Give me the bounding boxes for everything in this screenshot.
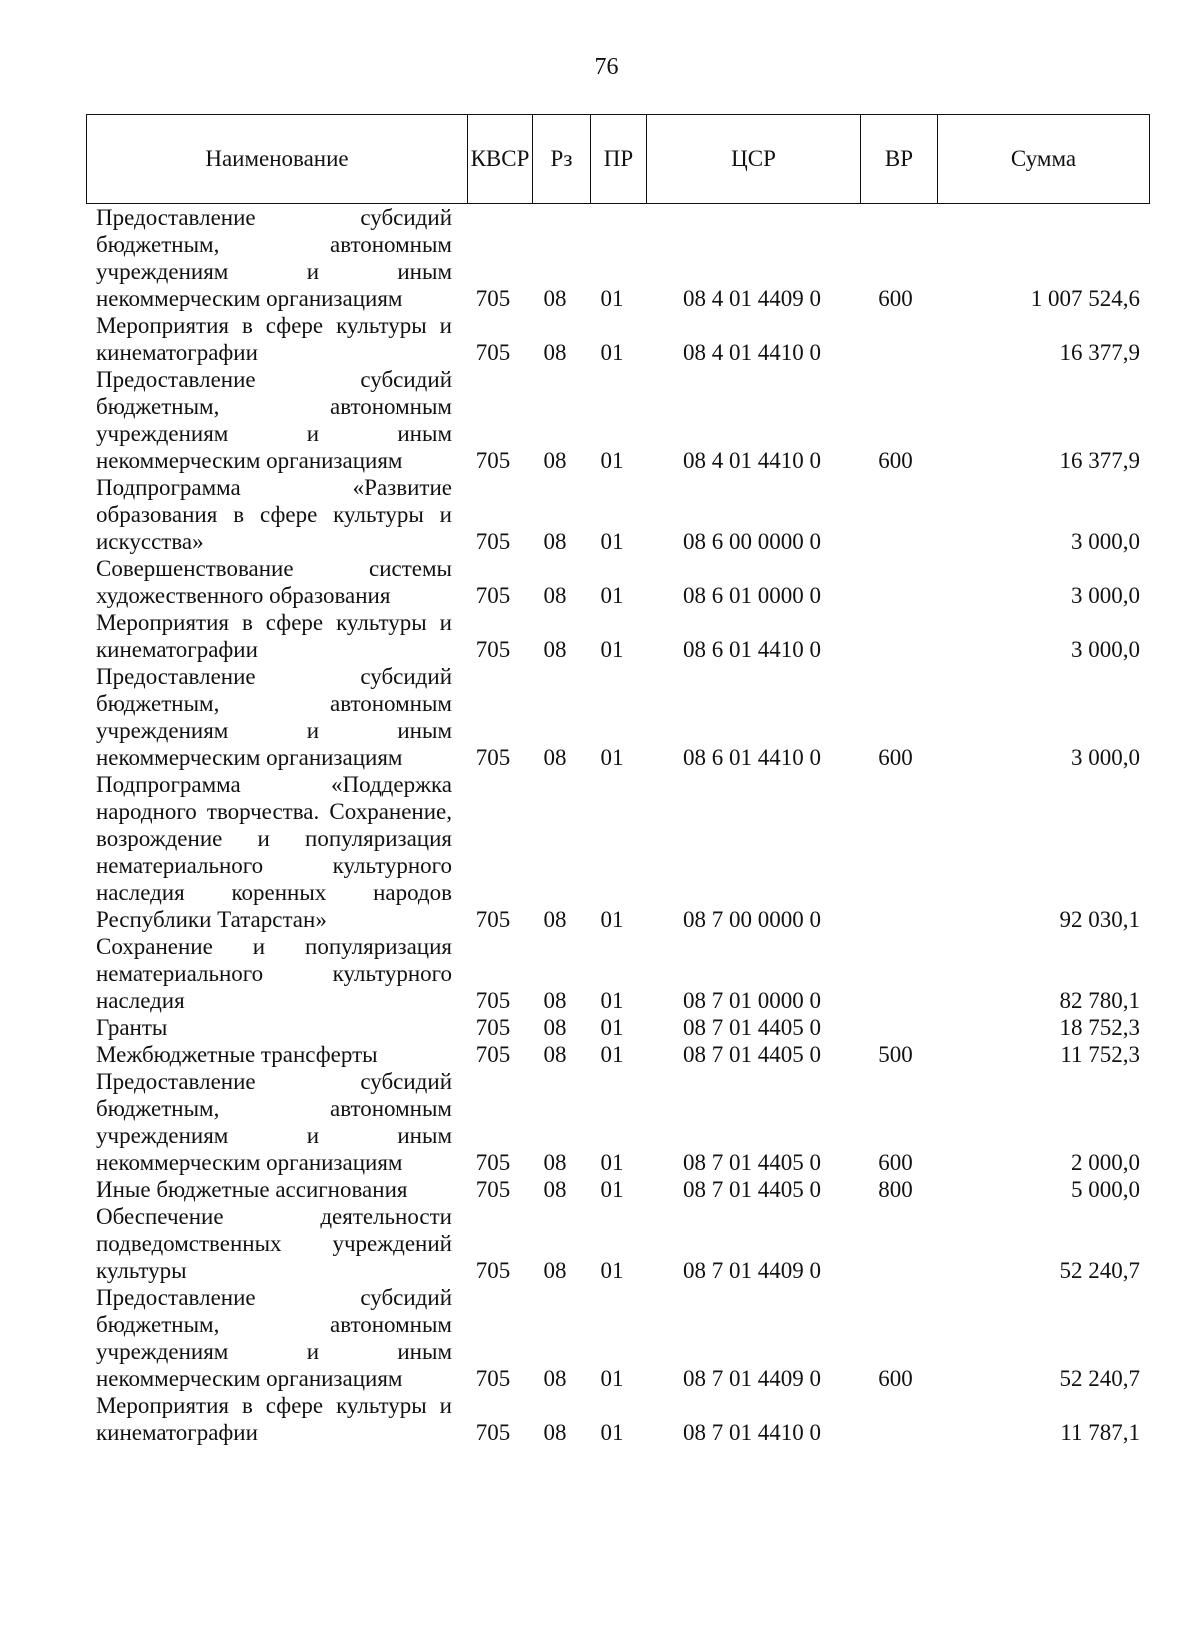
row-sum: 52 240,7 xyxy=(1059,1366,1140,1391)
row-rz: 08 xyxy=(543,1366,567,1391)
row-sum: 82 780,1 xyxy=(1059,988,1140,1013)
row-pr: 01 xyxy=(600,988,624,1013)
row-csr: 08 6 01 0000 0 xyxy=(683,583,821,608)
row-name: Предоставление субсидий бюджетным, автономным учреждениям и иным некоммерческим организациям xyxy=(96,367,452,473)
row-rz: 08 xyxy=(543,340,567,365)
header-rz: Рз xyxy=(533,115,591,203)
header-pr: ПР xyxy=(591,115,647,203)
row-kvsr: 705 xyxy=(475,583,511,608)
row-kvsr: 705 xyxy=(475,1015,511,1040)
row-sum: 3 000,0 xyxy=(1071,745,1140,770)
table-row xyxy=(86,609,1150,663)
row-csr: 08 6 01 4410 0 xyxy=(683,637,821,662)
row-kvsr: 705 xyxy=(475,1042,511,1067)
row-rz: 08 xyxy=(543,583,567,608)
row-rz: 08 xyxy=(543,988,567,1013)
row-rz: 08 xyxy=(543,1150,567,1175)
row-csr: 08 6 00 0000 0 xyxy=(683,529,821,554)
row-pr: 01 xyxy=(600,907,624,932)
table-row xyxy=(86,366,1150,474)
header-sum: Сумма xyxy=(1010,146,1077,171)
row-name: Иные бюджетные ассигнования xyxy=(96,1177,408,1202)
row-sum: 11 752,3 xyxy=(1060,1042,1140,1067)
row-rz: 08 xyxy=(543,1177,567,1202)
row-vr: 500 xyxy=(878,1042,913,1067)
row-sum: 11 787,1 xyxy=(1060,1420,1140,1445)
table-row xyxy=(86,1014,1150,1041)
row-name: Сохранение и популяризация нематериального культурного наследия xyxy=(96,934,452,1013)
row-sum: 16 377,9 xyxy=(1059,448,1140,473)
row-csr: 08 7 01 4409 0 xyxy=(683,1258,821,1283)
row-csr: 08 7 01 4409 0 xyxy=(683,1366,821,1391)
row-sum: 92 030,1 xyxy=(1059,907,1140,932)
row-rz: 08 xyxy=(543,529,567,554)
row-pr: 01 xyxy=(600,340,624,365)
row-pr: 01 xyxy=(600,1258,624,1283)
row-csr: 08 6 01 4410 0 xyxy=(683,745,821,770)
row-sum: 52 240,7 xyxy=(1059,1258,1140,1283)
row-kvsr: 705 xyxy=(475,448,511,473)
table-row xyxy=(86,663,1150,771)
table-row xyxy=(86,933,1150,1014)
row-name: Подпрограмма «Развитие образования в сфере культуры и искусства» xyxy=(96,475,452,554)
row-sum: 3 000,0 xyxy=(1071,637,1140,662)
row-vr: 600 xyxy=(878,1150,913,1175)
row-kvsr: 705 xyxy=(475,340,511,365)
row-csr: 08 7 01 0000 0 xyxy=(683,988,821,1013)
row-rz: 08 xyxy=(543,637,567,662)
row-name: Обеспечение деятельности подведомственных учреждений культуры xyxy=(96,1204,452,1283)
row-csr: 08 7 01 4405 0 xyxy=(683,1015,821,1040)
table-row xyxy=(86,1203,1150,1284)
row-sum: 16 377,9 xyxy=(1059,340,1140,365)
row-vr: 600 xyxy=(878,286,913,311)
row-sum: 18 752,3 xyxy=(1059,1015,1140,1040)
row-kvsr: 705 xyxy=(475,907,511,932)
row-pr: 01 xyxy=(600,529,624,554)
row-kvsr: 705 xyxy=(475,637,511,662)
row-kvsr: 705 xyxy=(475,529,511,554)
row-name: Совершенствование системы художественного образования xyxy=(96,556,452,608)
row-csr: 08 7 01 4410 0 xyxy=(683,1420,821,1445)
row-vr: 800 xyxy=(878,1177,913,1202)
row-name: Предоставление субсидий бюджетным, автономным учреждениям и иным некоммерческим организациям xyxy=(96,205,452,311)
row-csr: 08 4 01 4409 0 xyxy=(683,286,821,311)
table-row xyxy=(86,1392,1150,1446)
row-csr: 08 7 01 4405 0 xyxy=(683,1177,821,1202)
row-pr: 01 xyxy=(600,1015,624,1040)
row-csr: 08 7 00 0000 0 xyxy=(683,907,821,932)
row-name: Предоставление субсидий бюджетным, автономным учреждениям и иным некоммерческим организациям xyxy=(96,1069,452,1175)
row-name: Мероприятия в сфере культуры и кинематографии xyxy=(96,610,452,662)
row-pr: 01 xyxy=(600,1150,624,1175)
row-rz: 08 xyxy=(543,745,567,770)
table-row xyxy=(86,555,1150,609)
row-rz: 08 xyxy=(543,1015,567,1040)
row-kvsr: 705 xyxy=(475,1177,511,1202)
row-pr: 01 xyxy=(600,448,624,473)
row-name: Подпрограмма «Поддержка народного творчества. Сохранение, возрождение и популяризация нематериального культурного наследия коренных народов Республики Татарстан» xyxy=(96,772,452,932)
table-row xyxy=(86,1176,1150,1203)
row-rz: 08 xyxy=(543,448,567,473)
row-pr: 01 xyxy=(600,745,624,770)
row-name: Гранты xyxy=(96,1015,168,1040)
page-number: 76 xyxy=(594,54,619,80)
row-pr: 01 xyxy=(600,1042,624,1067)
row-pr: 01 xyxy=(600,286,624,311)
row-sum: 5 000,0 xyxy=(1071,1177,1140,1202)
row-csr: 08 4 01 4410 0 xyxy=(683,448,821,473)
row-pr: 01 xyxy=(600,1420,624,1445)
row-name: Межбюджетные трансферты xyxy=(96,1042,378,1067)
row-vr: 600 xyxy=(878,745,913,770)
row-kvsr: 705 xyxy=(475,286,511,311)
row-pr: 01 xyxy=(600,583,624,608)
row-name: Предоставление субсидий бюджетным, автономным учреждениям и иным некоммерческим организациям xyxy=(96,1285,452,1391)
table-row xyxy=(86,1041,1150,1068)
table-row xyxy=(86,771,1150,933)
row-kvsr: 705 xyxy=(475,1258,511,1283)
row-rz: 08 xyxy=(543,286,567,311)
row-rz: 08 xyxy=(543,1042,567,1067)
table-header xyxy=(86,114,1150,204)
row-sum: 1 007 524,6 xyxy=(1030,286,1140,311)
header-vr: ВР xyxy=(861,115,938,203)
row-pr: 01 xyxy=(600,637,624,662)
header-kvsr: КВСР xyxy=(468,115,533,203)
header-name: Наименование xyxy=(87,115,468,203)
table-row xyxy=(86,474,1150,555)
row-rz: 08 xyxy=(543,1258,567,1283)
row-name: Мероприятия в сфере культуры и кинематографии xyxy=(96,1393,452,1445)
table-row xyxy=(86,1068,1150,1176)
row-kvsr: 705 xyxy=(475,1366,511,1391)
row-kvsr: 705 xyxy=(475,1420,511,1445)
row-pr: 01 xyxy=(600,1366,624,1391)
table-row xyxy=(86,204,1150,312)
row-rz: 08 xyxy=(543,1420,567,1445)
row-rz: 08 xyxy=(543,907,567,932)
row-kvsr: 705 xyxy=(475,1150,511,1175)
row-vr: 600 xyxy=(878,448,913,473)
table-row xyxy=(86,312,1150,366)
row-pr: 01 xyxy=(600,1177,624,1202)
header-csr: ЦСР xyxy=(647,115,861,203)
row-sum: 3 000,0 xyxy=(1071,529,1140,554)
row-sum: 3 000,0 xyxy=(1071,583,1140,608)
table-body xyxy=(86,204,1150,1446)
row-kvsr: 705 xyxy=(475,745,511,770)
row-csr: 08 4 01 4410 0 xyxy=(683,340,821,365)
row-sum: 2 000,0 xyxy=(1071,1150,1140,1175)
row-name: Мероприятия в сфере культуры и кинематографии xyxy=(96,313,452,365)
row-csr: 08 7 01 4405 0 xyxy=(683,1150,821,1175)
row-name: Предоставление субсидий бюджетным, автономным учреждениям и иным некоммерческим организациям xyxy=(96,664,452,770)
row-vr: 600 xyxy=(878,1366,913,1391)
row-kvsr: 705 xyxy=(475,988,511,1013)
row-csr: 08 7 01 4405 0 xyxy=(683,1042,821,1067)
table-row xyxy=(86,1284,1150,1392)
